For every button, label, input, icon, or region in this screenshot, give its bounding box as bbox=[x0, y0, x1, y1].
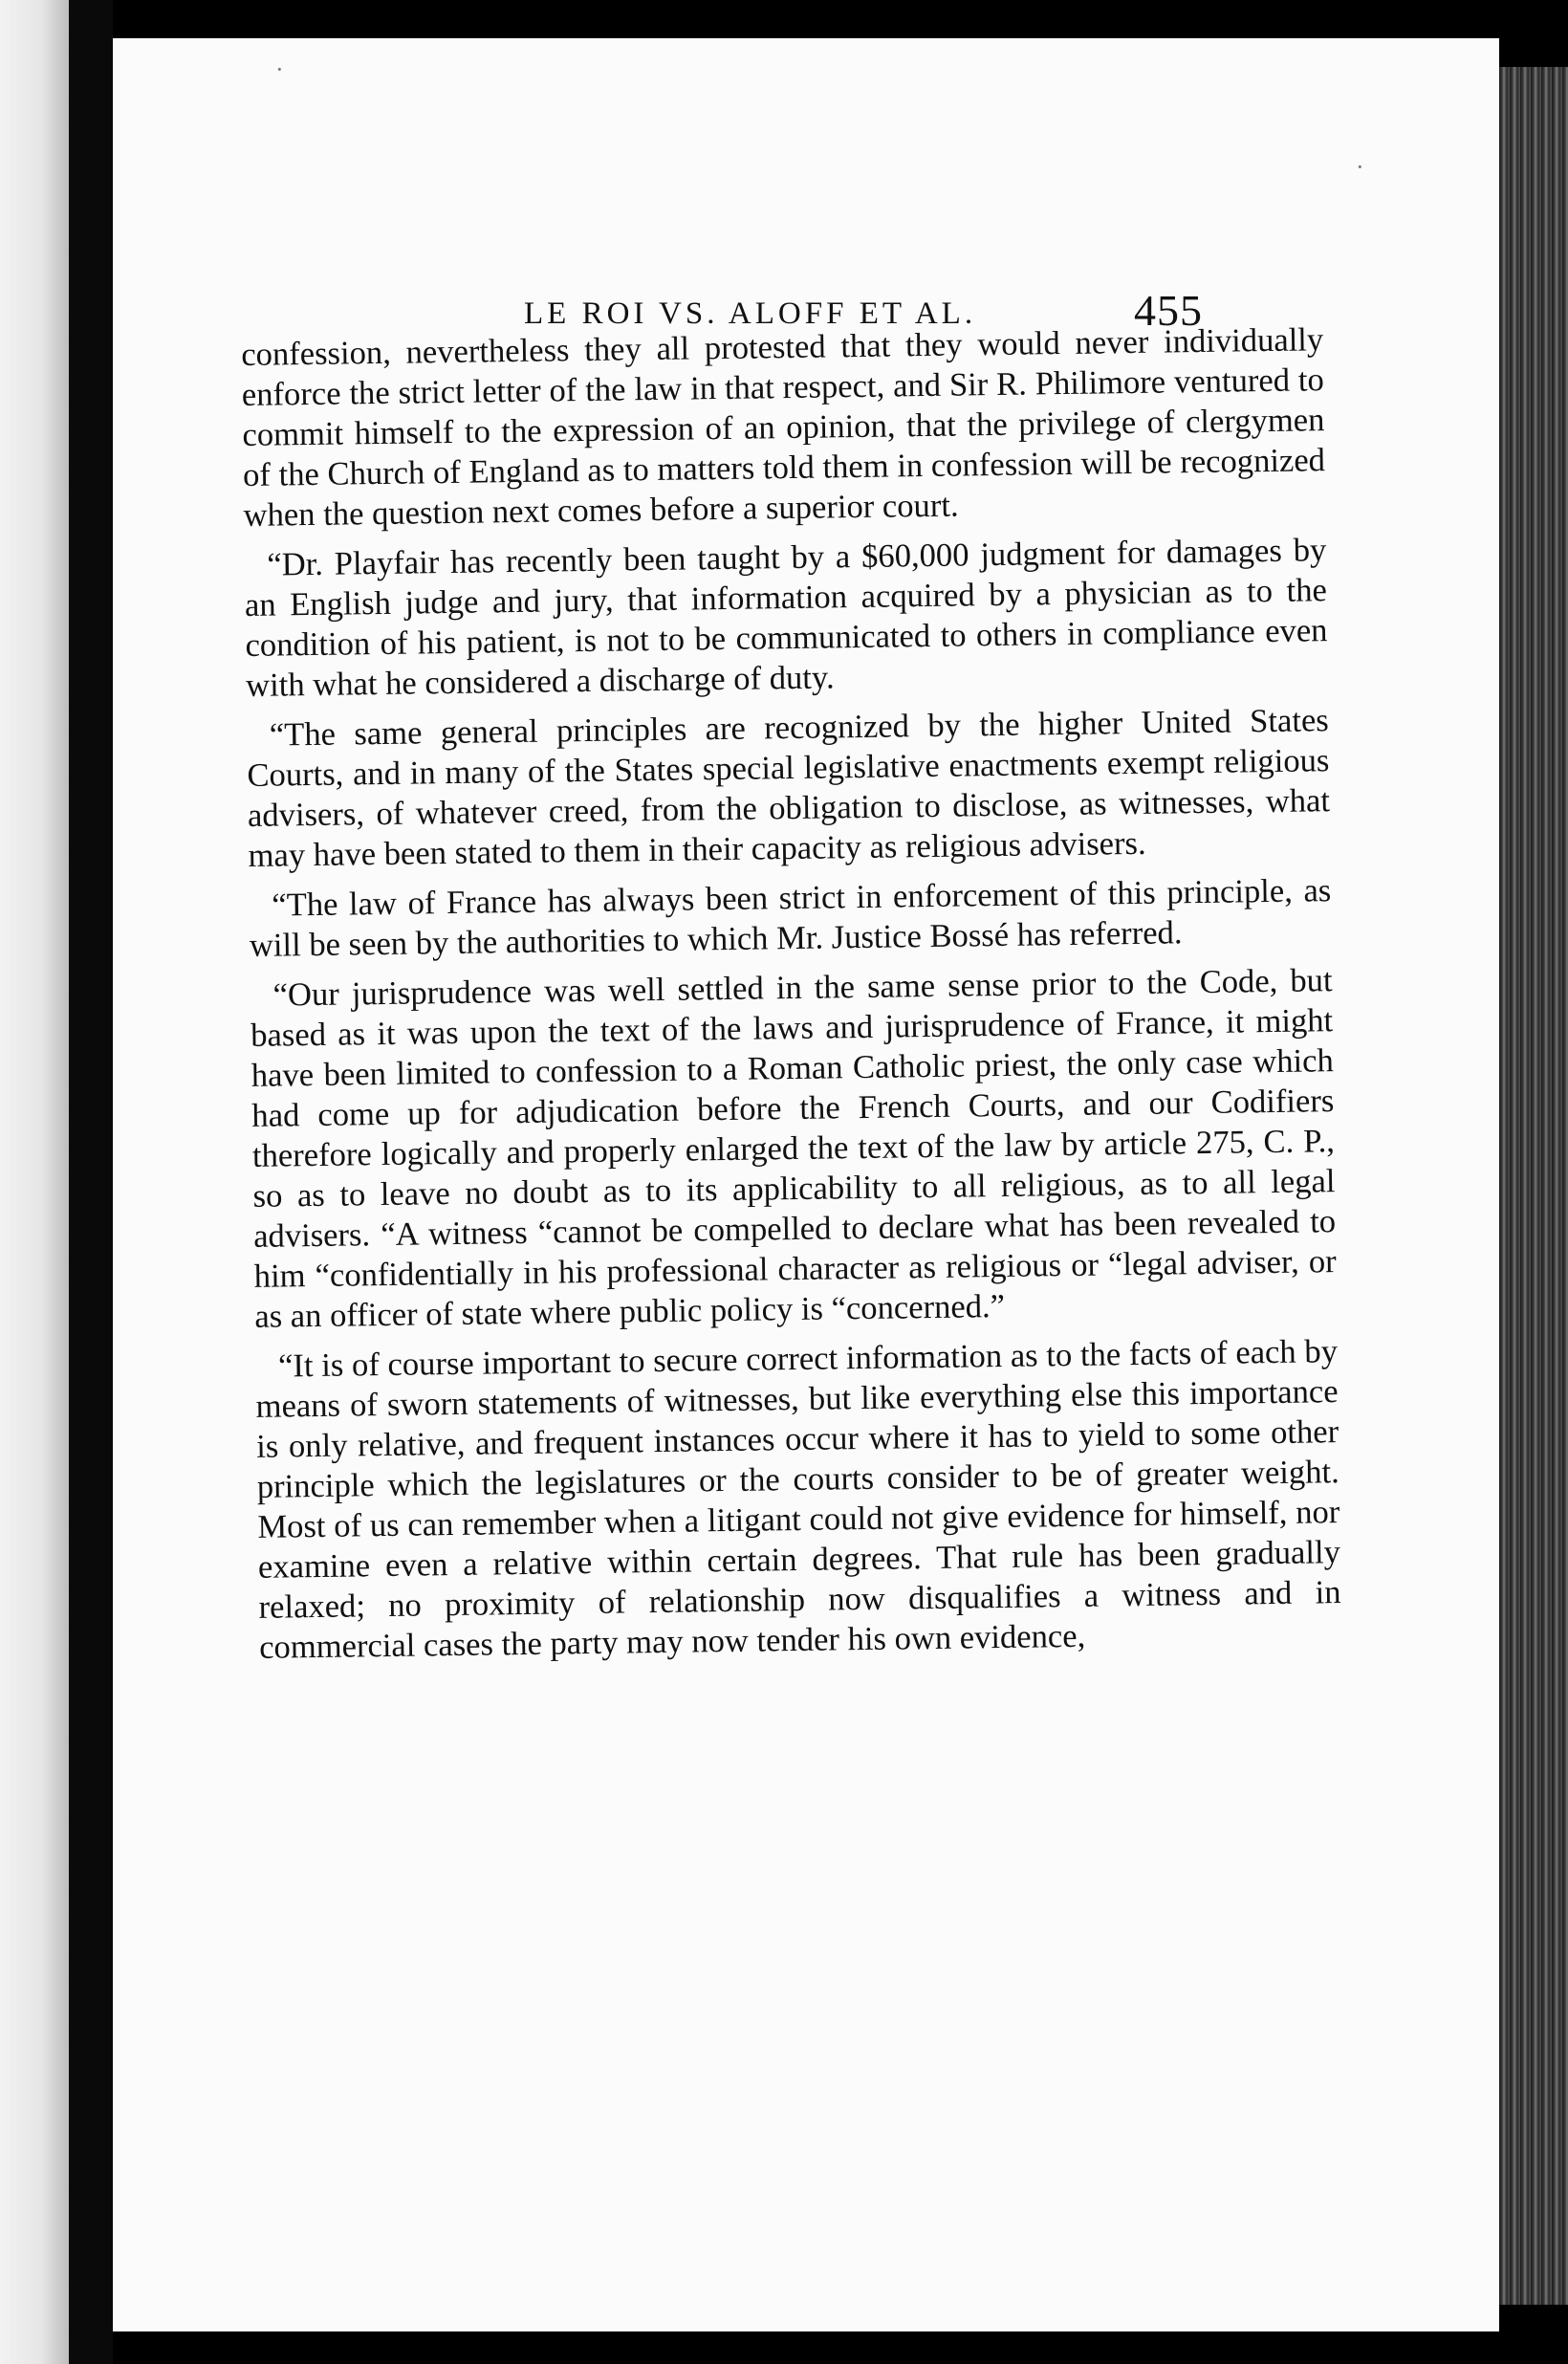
paragraph: “It is of course important to secure correct information as to the facts of each by means of sworn statements of witnesses, but like everything else this importance is only relative, and frequent instances occur where it has to yield to some other principle which the legislatures or the courts consider to be of greater weight. Most of us can remember when a litigant could not give evidence for himself, nor examine even a relative within certain degrees. That rule has been gradually relaxed; no proximity of relationship now disqualifies a witness and in commercial cases the party may now tender his own evidence, bbox=[255, 1333, 1341, 1666]
running-title: LE ROI VS. ALOFF ET AL. bbox=[524, 296, 977, 331]
right-page-edges bbox=[1499, 67, 1568, 2305]
page-number: 455 bbox=[1134, 286, 1203, 335]
paragraph: “The law of France has always been strict in enforcement of this principle, as will be seen by the authorities to which Mr. Justice Bossé has referred. bbox=[249, 872, 1332, 964]
body-text bbox=[241, 319, 1341, 1677]
book-page bbox=[113, 38, 1499, 2331]
paragraph: “Dr. Playfair has recently been taught by a $60,000 judgment for damages by an English judge and jury, that information acquired by a physician as to the condition of his patient, is not to be communicated to others in compliance even with what he considered a discharge of duty. bbox=[244, 532, 1328, 704]
page-header bbox=[113, 264, 1499, 335]
speck: · bbox=[275, 55, 284, 83]
paragraph: “Our jurisprudence was well settled in the same sense prior to the Code, but based as it was upon the text of the laws and jurisprudence of France, it might have been limited to confession to a Roman Catholic priest, the only case which had come up for adjudication before the French Courts, and our Codifiers therefore logically and properly enlarged the text of the law by article 275, C. P., so as to leave no doubt as to its applicability to all religious, as to all legal advisers. “A witness “cannot be compelled to declare what has been revealed to him “confidentially in his professional character as religious or “legal adviser, or as an officer of state where public policy is “concerned.” bbox=[250, 962, 1337, 1335]
left-page-margin bbox=[0, 0, 69, 2364]
paragraph: confession, nevertheless they all protested that they would never individually enforce the strict letter of the law in that respect, and Sir R. Philimore ventured to commit himself to the expression of an opinion, that the privilege of clergymen of the Church of England as to matters told them in confession will be recognized when the question next comes before a superior court. bbox=[241, 321, 1326, 534]
speck: · bbox=[1356, 153, 1364, 181]
paragraph: “The same general principles are recognized by the higher United States Courts, and in many of the States special legislative enactments exempt religious advisers, of whatever creed, from the obligation to disclose, as witnesses, what may have been stated to them in their capacity as religious advisers. bbox=[247, 702, 1331, 874]
